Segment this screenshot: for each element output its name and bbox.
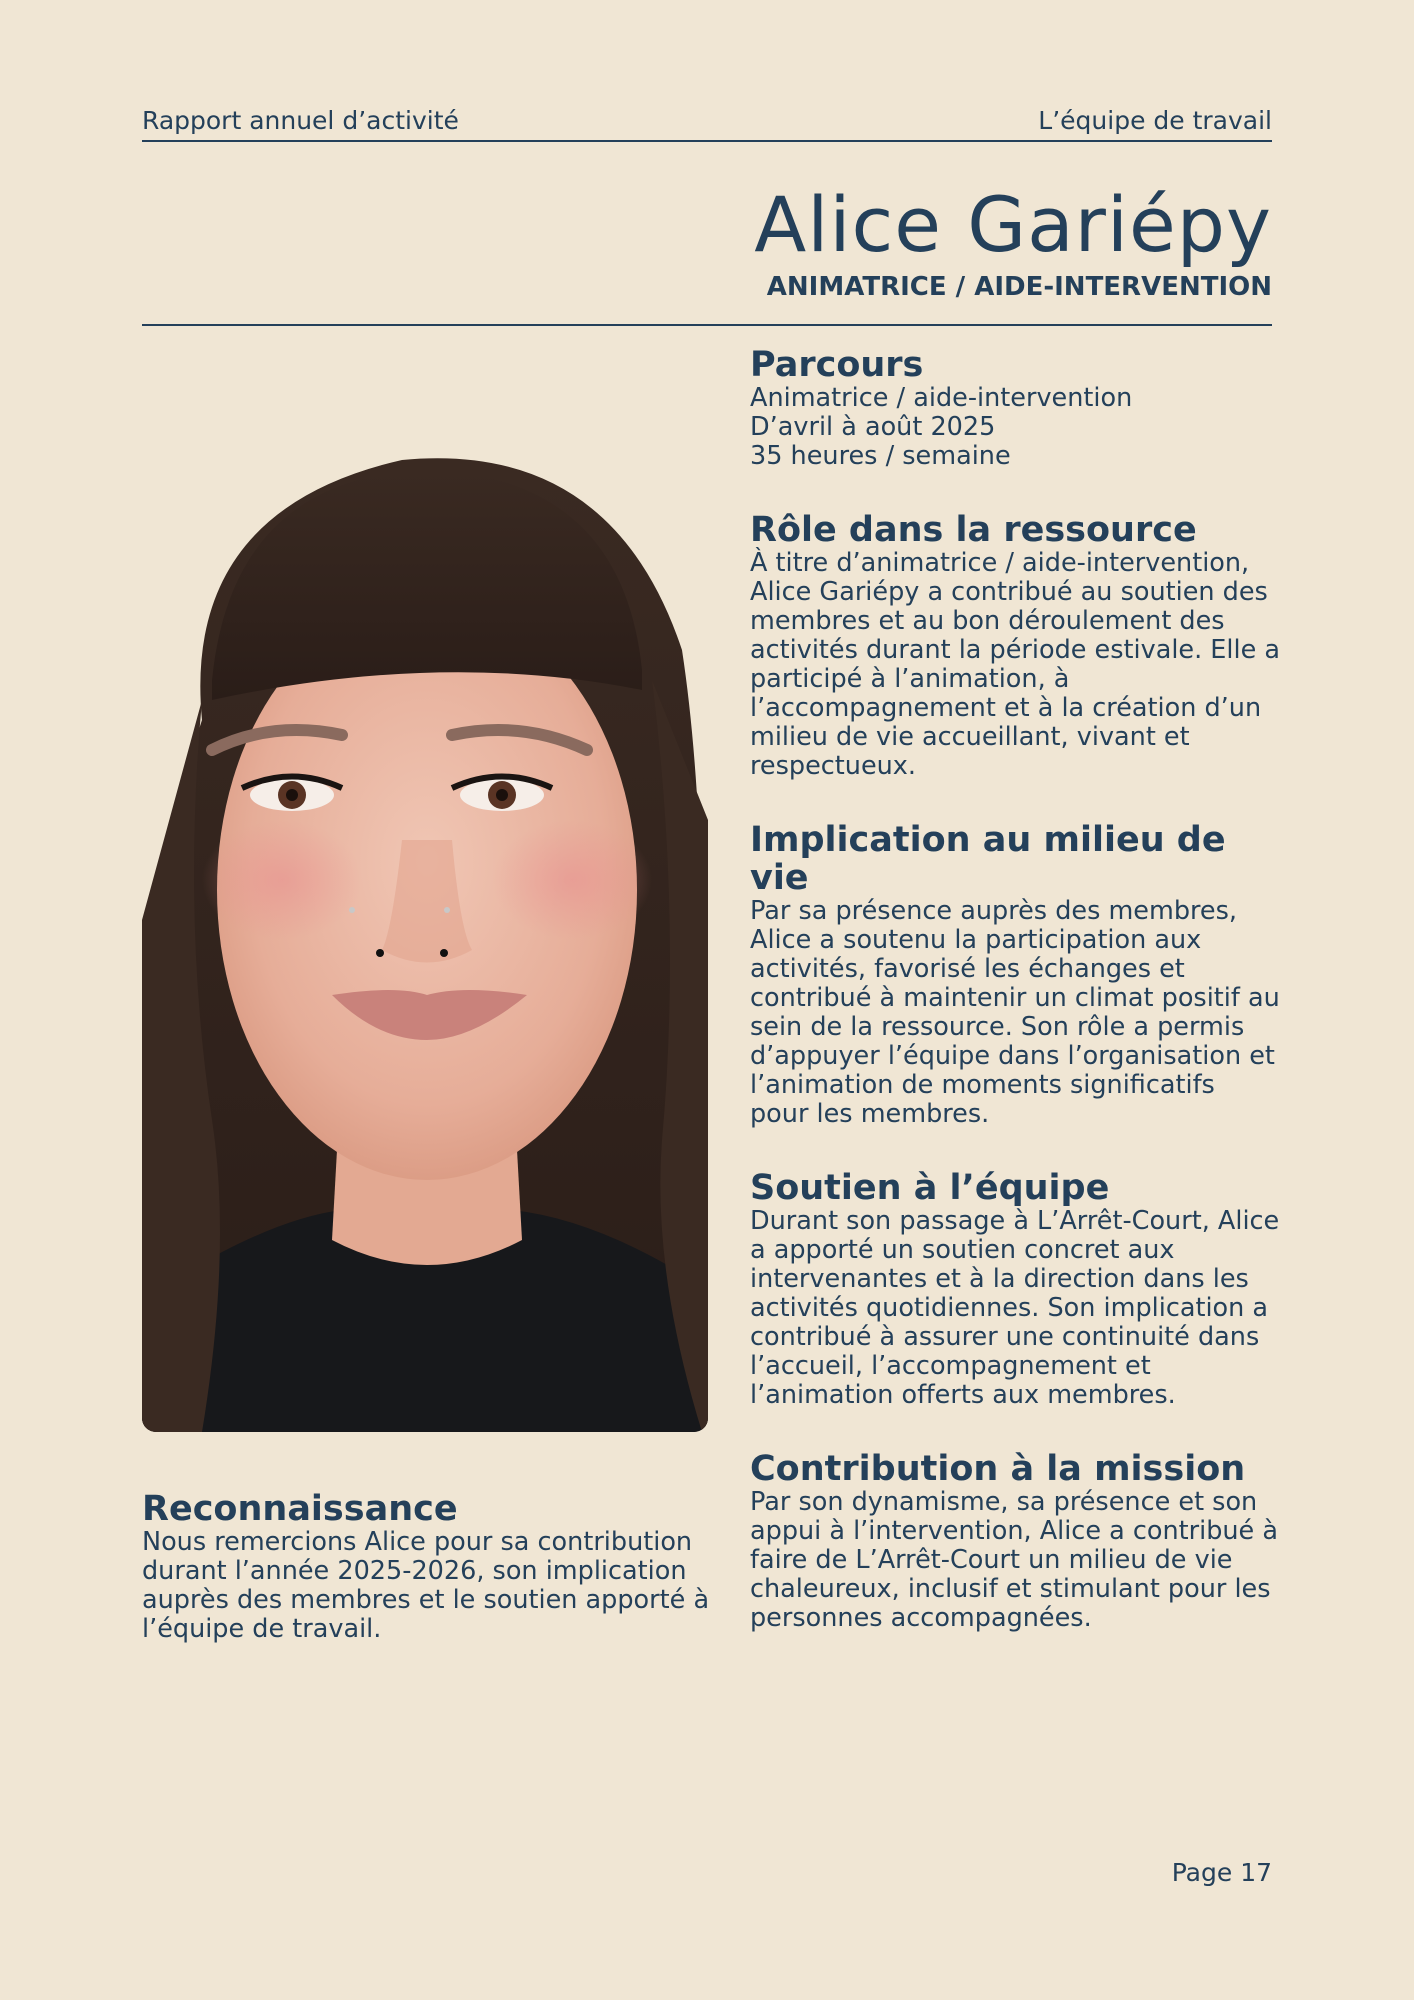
section-title: Soutien à l’équipe	[750, 1168, 1110, 1208]
section-title: Implication au milieu de vie	[750, 820, 1226, 898]
parcours-line: 35 heures / semaine	[750, 441, 1011, 471]
header-divider	[142, 140, 1272, 142]
person-name: Alice Gariépy	[754, 180, 1272, 269]
section-body	[750, 384, 1280, 471]
page-number: Page 17	[1171, 1858, 1272, 1887]
section-title: Reconnaissance	[142, 1489, 458, 1529]
parcours-line: D’avril à août 2025	[750, 412, 996, 442]
section-title: Contribution à la mission	[750, 1449, 1246, 1489]
portrait-photo	[142, 420, 708, 1432]
section-body: Par sa présence auprès des membres, Alice a soutenu la participation aux activités, favorisé les échanges et contribué à maintenir un climat positif au sein de la ressource. Son rôle a permis d’appuyer l’équipe dans l’organisation et l’animation de moments significatifs pour les membres.	[750, 896, 1280, 1129]
section-body: À titre d’animatrice / aide-intervention, Alice Gariépy a contribué au soutien des membres et au bon déroulement des activités durant la période estivale. Elle a participé à l’animation, à l’accompagnement et à la création d’un milieu de vie accueillant, vivant et respectueux.	[750, 548, 1281, 781]
section-body: Nous remercions Alice pour sa contribution durant l’année 2025-2026, son implication auprès des membres et le soutien apporté à l’équipe de travail.	[142, 1527, 710, 1644]
section-title: Parcours	[750, 345, 924, 385]
section-body: Durant son passage à L’Arrêt-Court, Alice a apporté un soutien concret aux intervenantes et à la direction dans les activités quotidiennes. Son implication a contribué à assurer une continuité dans l’accueil, l’accompagnement et l’animation offerts aux membres.	[750, 1206, 1280, 1410]
header-section-title: L’équipe de travail	[1038, 106, 1272, 135]
section-reconnaissance	[142, 1490, 712, 1644]
header-document-title: Rapport annuel d’activité	[142, 106, 459, 135]
section-body: Par son dynamisme, sa présence et son appui à l’intervention, Alice a contribué à faire de L’Arrêt-Court un milieu de vie chaleureux, inclusif et stimulant pour les personnes accompagnées.	[750, 1487, 1278, 1633]
section-contribution	[750, 1450, 1280, 1633]
person-role: ANIMATRICE / AIDE-INTERVENTION	[766, 272, 1272, 302]
parcours-line: Animatrice / aide-intervention	[750, 383, 1133, 413]
section-soutien	[750, 1169, 1280, 1410]
section-role	[750, 511, 1280, 781]
details-column	[750, 346, 1280, 1673]
section-parcours	[750, 346, 1280, 471]
title-divider	[142, 324, 1272, 326]
section-title: Rôle dans la ressource	[750, 510, 1197, 550]
section-implication	[750, 821, 1280, 1129]
